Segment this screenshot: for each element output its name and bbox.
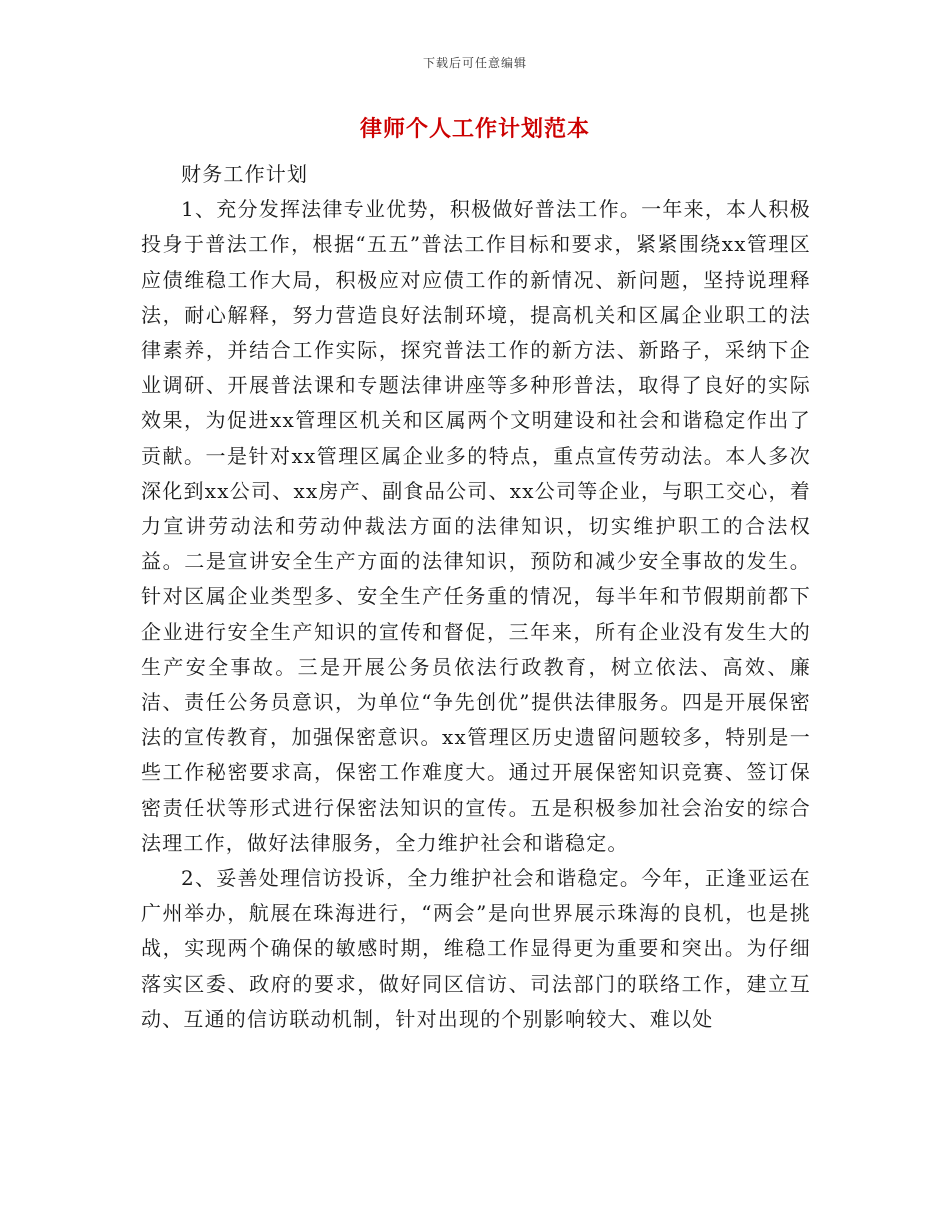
document-title: 律师个人工作计划范本 (359, 117, 590, 142)
header-note: 下载后可任意编辑 (422, 56, 527, 70)
section-subheading: 财务工作计划 (181, 162, 309, 186)
document-body (141, 157, 811, 1037)
paragraph-2: 2、妥善处理信访投诉，全力维护社会和谐稳定。今年，正逢亚运在广州举办，航展在珠海进行，“两会”是向世界展示珠海的良机，也是挑战，实现两个确保的敏感时期，维稳工作显得更为重要和突出。为仔细落实区委、政府的要求，做好同区信访、司法部门的联络工作，建立互动、互通的信访联动机制，针对出现的个别影响较大、难以处 (141, 866, 811, 1031)
paragraph-1: 1、充分发挥法律专业优势，积极做好普法工作。一年来，本人积极投身于普法工作，根据“五五”普法工作目标和要求，紧紧围绕xx管理区应债维稳工作大局，积极应对应债工作的新情况、新问题，坚持说理释法，耐心解释，努力营造良好法制环境，提高机关和区属企业职工的法律素养，并结合工作实际，探究普法工作的新方法、新路子，采纳下企业调研、开展普法课和专题法律讲座等多种形普法，取得了良好的实际效果，为促进xx管理区机关和区属两个文明建设和社会和谐稳定作出了贡献。一是针对xx管理区属企业多的特点，重点宣传劳动法。本人多次深化到xx公司、xx房产、副食品公司、xx公司等企业，与职工交心，着力宣讲劳动法和劳动仲裁法方面的法律知识，切实维护职工的合法权益。二是宣讲安全生产方面的法律知识，预防和减少安全事故的发生。针对区属企业类型多、安全生产任务重的情况，每半年和节假期前都下企业进行安全生产知识的宣传和督促，三年来，所有企业没有发生大的生产安全事故。三是开展公务员依法行政教育，树立依法、高效、廉洁、责任公务员意识，为单位“争先创优”提供法律服务。四是开展保密法的宣传教育，加强保密意识。xx管理区历史遗留问题较多，特别是一些工作秘密要求高，保密工作难度大。通过开展保密知识竞赛、签订保密责任状等形式进行保密法知识的宣传。五是积极参加社会治安的综合法理工作，做好法律服务，全力维护社会和谐稳定。 (141, 197, 811, 855)
